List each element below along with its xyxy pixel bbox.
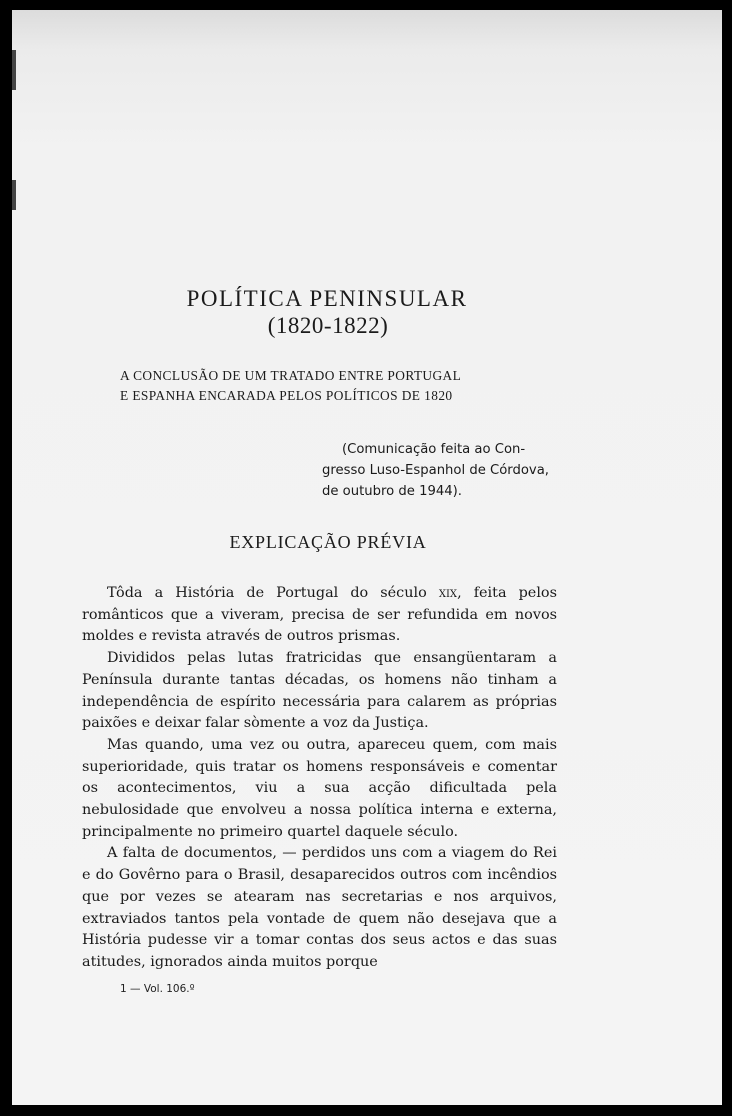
subtitle-line-2: E ESPANHA ENCARADA PELOS POLÍTICOS DE 1820 bbox=[120, 388, 453, 403]
subtitle-line-1: A CONCLUSÃO DE UM TRATADO ENTRE PORTUGAL bbox=[120, 368, 462, 383]
note-line-3: de outubro de 1944). bbox=[322, 484, 462, 499]
paragraph-1-end: , feita pelos românticos que a viveram, precisa de ser refundida em novos moldes e revista através de outros prismas. bbox=[82, 585, 557, 645]
paragraph-1-start: Tôda a História de Portugal do século bbox=[107, 585, 439, 601]
document-page bbox=[12, 10, 722, 1105]
paragraph-1 bbox=[82, 583, 557, 648]
note-line-2: gresso Luso-Espanhol de Córdova, bbox=[322, 463, 549, 478]
section-heading: EXPLICAÇÃO PRÉVIA bbox=[229, 532, 427, 552]
document-title: POLÍTICA PENINSULAR bbox=[186, 286, 468, 311]
scan-edge-mark bbox=[12, 50, 16, 90]
page-footer-signature: 1 — Vol. 106.º bbox=[120, 983, 195, 995]
note-line-1: (Comunicação feita ao Con- bbox=[342, 442, 526, 457]
body-text bbox=[82, 583, 557, 974]
paragraph-4: A falta de documentos, — perdidos uns com a viagem do Rei e do Govêrno para o Brasil, desaparecidos outros com incêndios que por vezes se atearam nas secretarias e nos arquivos, extraviados tantos pela vontade de quem não desejava que a História pudesse vir a tomar contas dos seus actos e das suas atitudes, ignorados ainda muitos porque bbox=[82, 845, 557, 970]
scan-edge-mark bbox=[12, 180, 16, 210]
paragraph-2: Divididos pelas lutas fratricidas que ensangüentaram a Península durante tantas décadas, os homens não tinham a independência de espírito necessária para calarem as próprias paixões e deixar falar sòmente a voz da Justiça. bbox=[82, 650, 557, 732]
century-numeral: xix bbox=[438, 585, 458, 601]
document-years: (1820-1822) bbox=[267, 313, 389, 338]
paragraph-3: Mas quando, uma vez ou outra, apareceu quem, com mais superioridade, quis tratar os homens responsáveis e comentar os acontecimentos, viu a sua acção dificultada pela nebulosidade que envolveu a nossa política interna e externa, principalmente no primeiro quartel daquele século. bbox=[82, 736, 557, 840]
